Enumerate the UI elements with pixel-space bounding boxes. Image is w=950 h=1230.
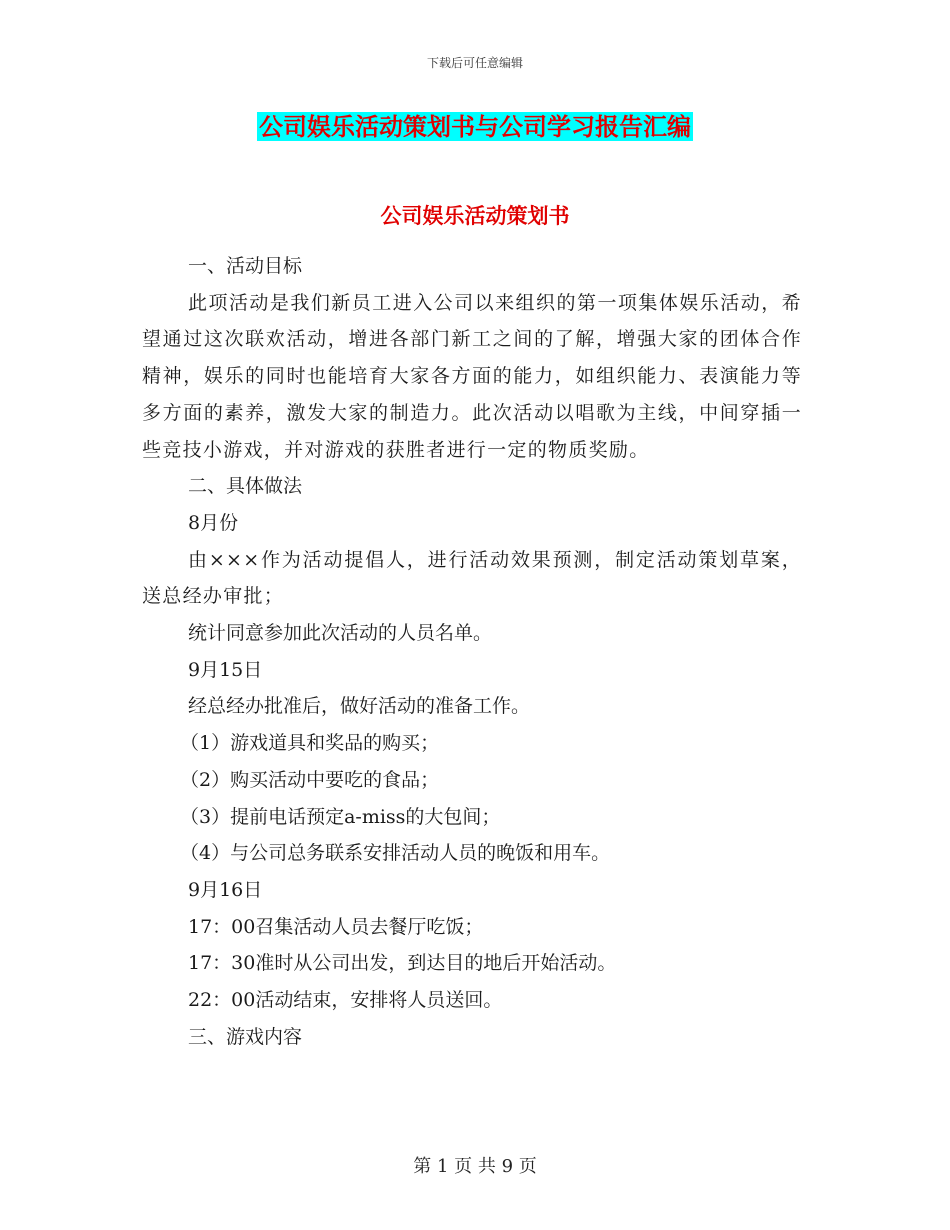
paragraph-activity-goal: 此项活动是我们新员工进入公司以来组织的第一项集体娱乐活动，希望通过这次联欢活动，增进各部门新工之间的了解，增强大家的团体合作精神，娱乐的同时也能培育大家各方面的能力，如组织能力、表演能力等多方面的素养，激发大家的制造力。此次活动以唱歌为主线，中间穿插一些竞技小游戏，并对游戏的获胜者进行一定的物质奖励。 <box>142 291 802 461</box>
paragraph-sep15-intro: 经总经办批准后，做好活动的准备工作。 <box>188 695 531 718</box>
date-label-august: 8月份 <box>188 511 239 534</box>
list-item: 17：30准时从公司出发，到达目的地后开始活动。 <box>188 952 617 975</box>
date-label-sep15: 9月15日 <box>188 658 263 681</box>
list-item: （1）游戏道具和奖品的购买； <box>180 732 440 755</box>
list-item: 17：00召集活动人员去餐厅吃饭； <box>188 915 484 938</box>
list-item: （4）与公司总务联系安排活动人员的晚饭和用车。 <box>180 842 611 865</box>
list-item: 由×××作为活动提倡人，进行活动效果预测，制定活动策划草案，送总经办审批； <box>142 548 802 608</box>
list-item: 统计同意参加此次活动的人员名单。 <box>188 622 493 645</box>
list-item: 22：00活动结束，安排将人员送回。 <box>188 989 503 1012</box>
list-item: （2）购买活动中要吃的食品； <box>180 768 440 791</box>
date-label-sep16: 9月16日 <box>188 878 263 901</box>
header-note: 下载后可任意编辑 <box>426 56 523 70</box>
page-footer: 第 1 页 共 9 页 <box>413 1156 537 1177</box>
document-body <box>142 248 802 1055</box>
document-title-text: 公司娱乐活动策划书与公司学习报告汇编 <box>259 112 691 141</box>
section-title: 公司娱乐活动策划书 <box>380 203 570 228</box>
heading-activity-goal: 一、活动目标 <box>188 255 303 277</box>
list-item: （3）提前电话预定a-miss的大包间； <box>180 805 501 828</box>
document-title <box>0 111 950 143</box>
heading-specific-method: 二、具体做法 <box>188 475 303 498</box>
heading-game-content: 三、游戏内容 <box>188 1025 303 1048</box>
